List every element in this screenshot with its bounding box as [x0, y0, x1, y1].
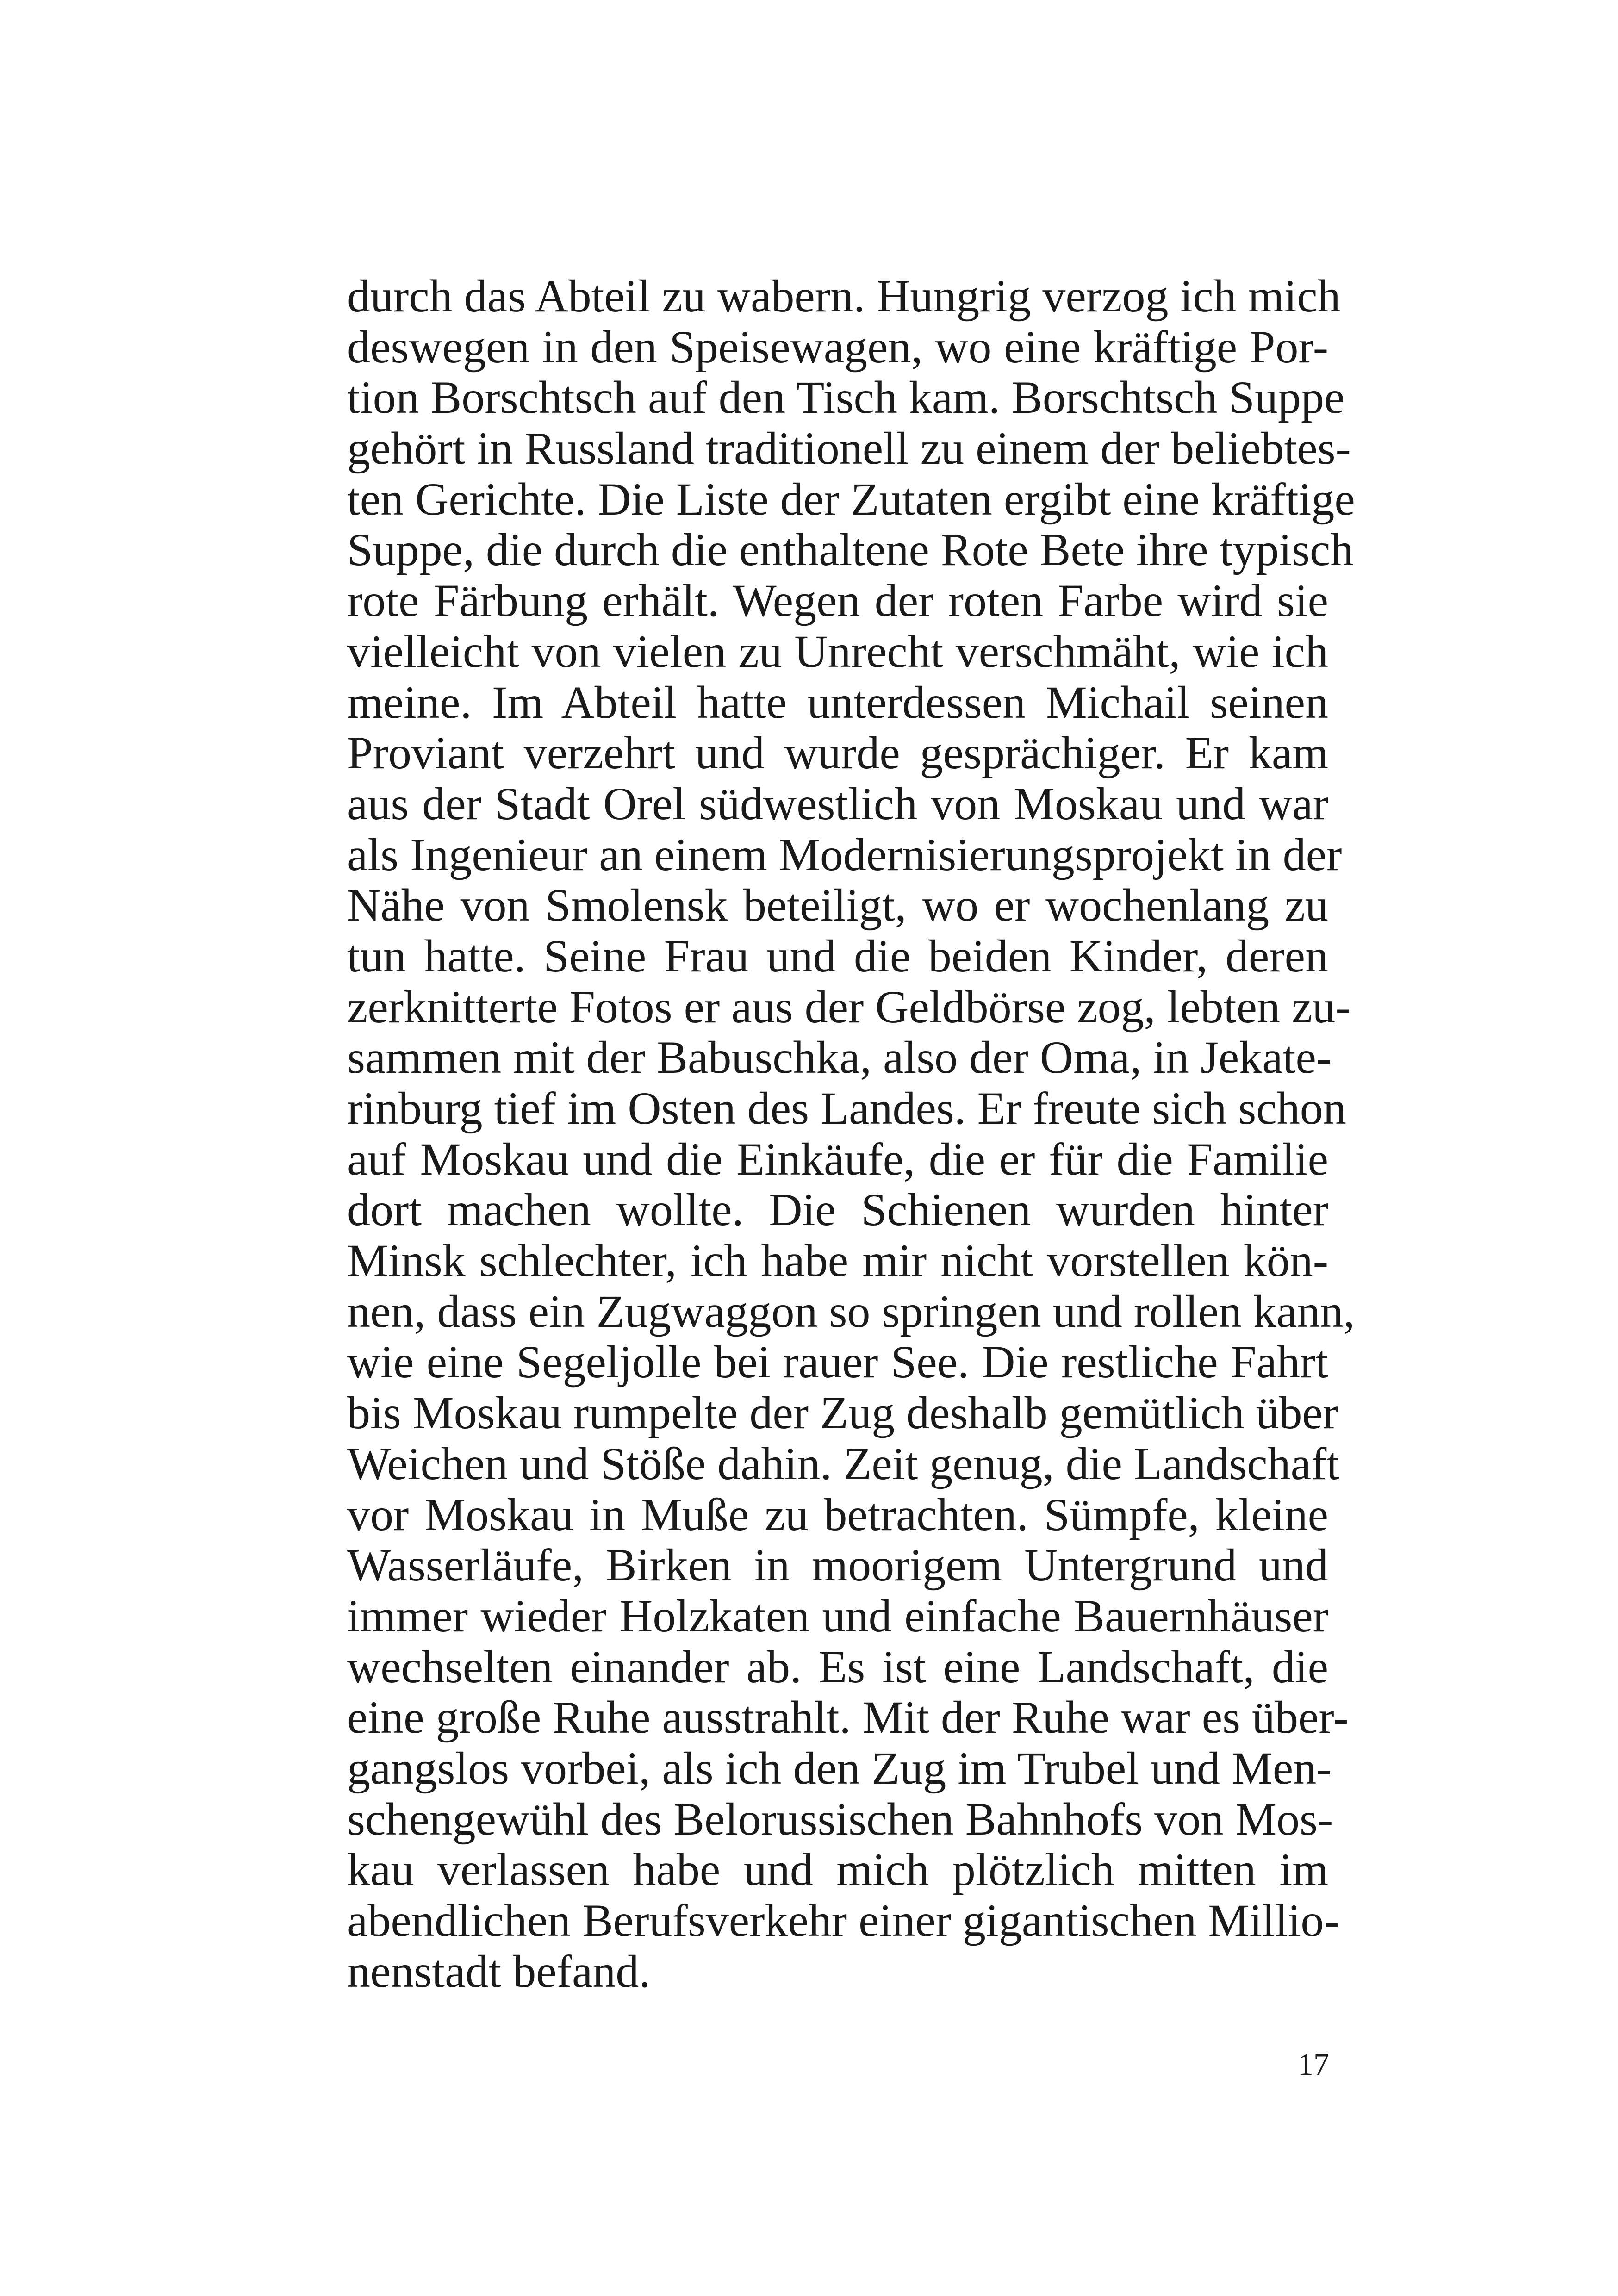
text-line: wechselten einander ab. Es ist eine Landschaft, die: [347, 1641, 1328, 1692]
text-line: gangslos vorbei, als ich den Zug im Trubel und Men-: [347, 1742, 1332, 1794]
text-line: rinburg tief im Osten des Landes. Er freute sich schon: [347, 1083, 1346, 1134]
page-number: 17: [1298, 2047, 1329, 2082]
text-line: tun hatte. Seine Frau und die beiden Kinder, deren: [347, 930, 1328, 982]
text-line: sammen mit der Babuschka, also der Oma, in Jekate-: [347, 1032, 1332, 1083]
text-line: Minsk schlechter, ich habe mir nicht vorstellen kön-: [347, 1235, 1328, 1287]
text-line: kau verlassen habe und mich plötzlich mitten im: [347, 1844, 1328, 1896]
text-line: tion Borschtsch auf den Tisch kam. Borschtsch Suppe: [347, 372, 1345, 423]
text-line: gehört in Russland traditionell zu einem der beliebtes-: [347, 423, 1351, 474]
text-line: eine große Ruhe ausstrahlt. Mit der Ruhe war es über-: [347, 1692, 1349, 1743]
text-line: als Ingenieur an einem Modernisierungsprojekt in der: [347, 828, 1342, 880]
text-line: ten Gerichte. Die Liste der Zutaten ergibt eine kräftige: [347, 473, 1355, 525]
text-line: vor Moskau in Muße zu betrachten. Sümpfe, kleine: [347, 1488, 1328, 1540]
text-line-last: nenstadt befand.: [347, 1945, 651, 1997]
text-line: schengewühl des Belorussischen Bahnhofs von Mos-: [347, 1793, 1333, 1845]
text-line: Suppe, die durch die enthaltene Rote Bete ihre typisch: [347, 524, 1354, 576]
text-line: vielleicht von vielen zu Unrecht verschmäht, wie ich: [347, 625, 1328, 677]
text-line: nen, dass ein Zugwaggon so springen und rollen kann,: [347, 1285, 1355, 1337]
text-line: dort machen wollte. Die Schienen wurden hinter: [347, 1184, 1328, 1236]
text-line: wie eine Segeljolle bei rauer See. Die restliche Fahrt: [347, 1336, 1328, 1388]
text-line: bis Moskau rumpelte der Zug deshalb gemütlich über: [347, 1387, 1338, 1439]
body-text: [347, 270, 1355, 1997]
text-line: immer wieder Holzkaten und einfache Bauernhäuser: [347, 1590, 1328, 1642]
text-line: abendlichen Berufsverkehr einer gigantischen Millio-: [347, 1895, 1339, 1946]
text-line: Nähe von Smolensk beteiligt, wo er wochenlang zu: [347, 879, 1328, 931]
text-line: auf Moskau und die Einkäufe, die er für die Familie: [347, 1133, 1328, 1185]
text-line: Wasserläufe, Birken in moorigem Untergrund und: [347, 1539, 1328, 1591]
text-line: rote Färbung erhält. Wegen der roten Farbe wird sie: [347, 575, 1328, 627]
text-line: deswegen in den Speisewagen, wo eine kräftige Por-: [347, 321, 1328, 373]
text-line: Proviant verzehrt und wurde gesprächiger. Er kam: [347, 727, 1328, 779]
text-line: zerknitterte Fotos er aus der Geldbörse zog, lebten zu-: [347, 981, 1351, 1033]
text-line: aus der Stadt Orel südwestlich von Moskau und war: [347, 778, 1328, 829]
text-line: meine. Im Abteil hatte unterdessen Michail seinen: [347, 676, 1328, 728]
text-line: durch das Abteil zu wabern. Hungrig verzog ich mich: [347, 270, 1341, 322]
text-line: Weichen und Stöße dahin. Zeit genug, die Landschaft: [347, 1437, 1340, 1489]
